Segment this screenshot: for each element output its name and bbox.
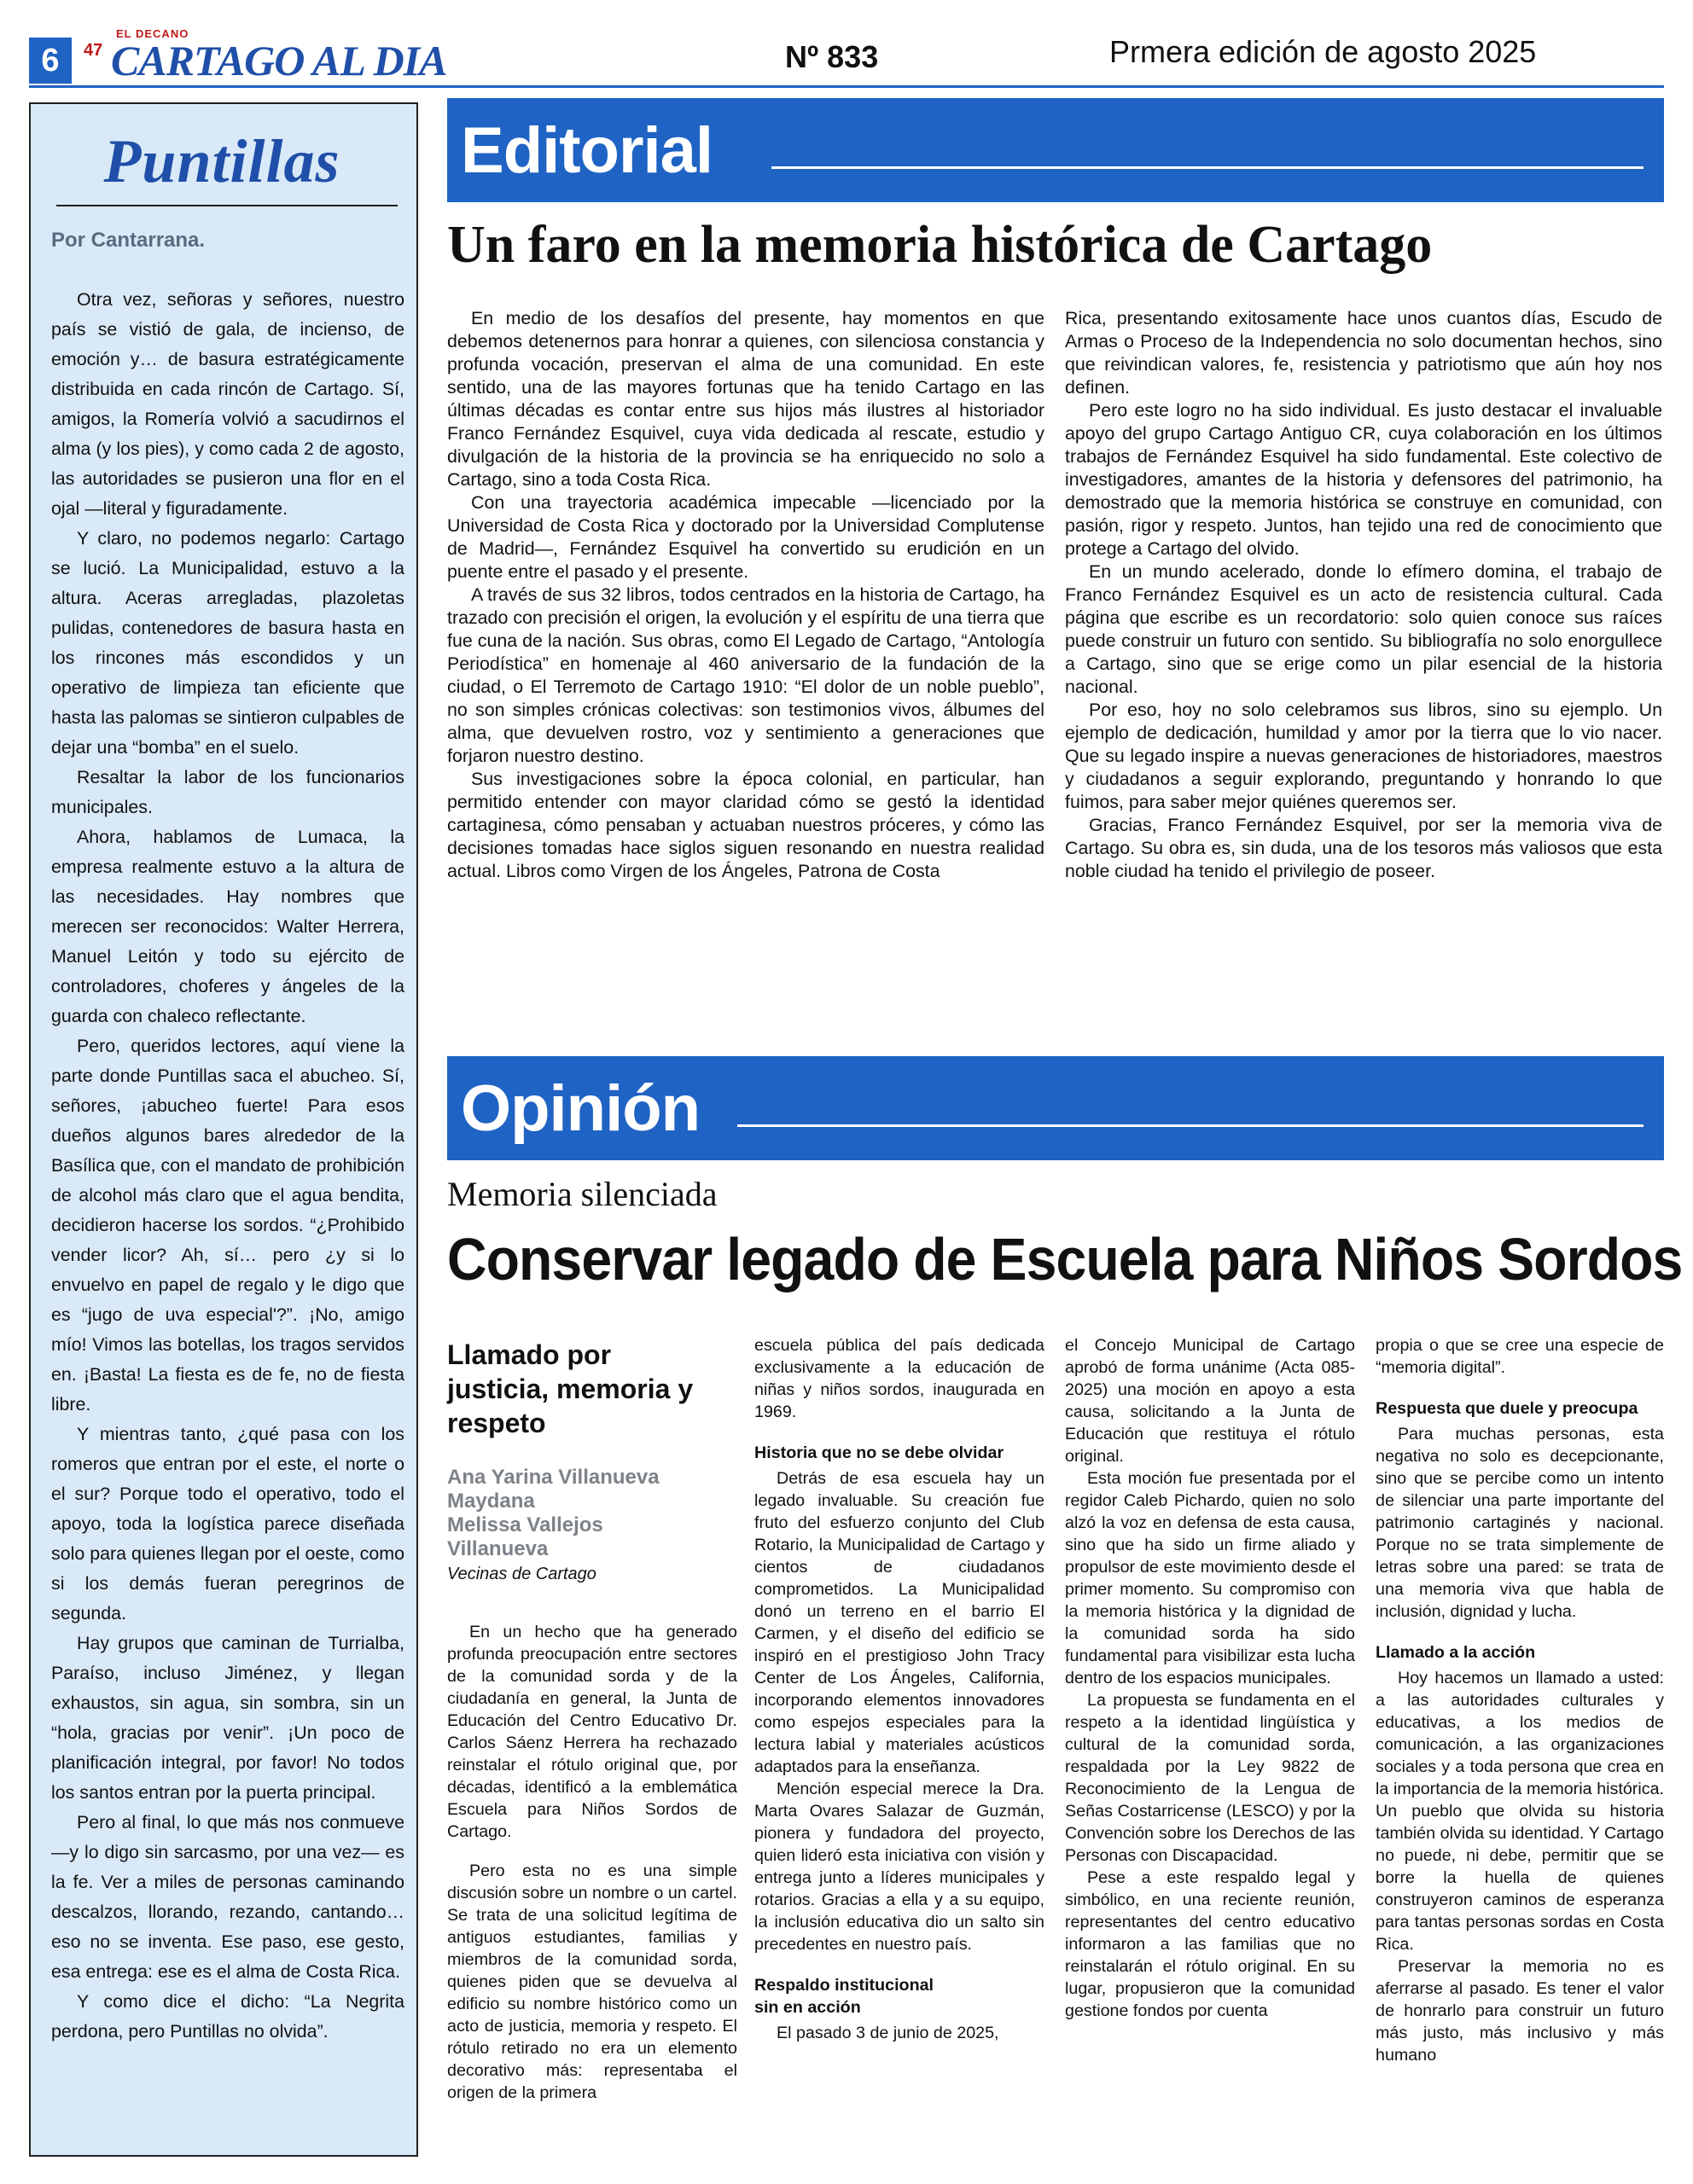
puntillas-paragraph: Otra vez, señoras y señores, nuestro país se vistió de gala, de incienso, de emoción y… de basura estratégicamente distribuida en cada rincón de Cartago. Sí, amigos, la Romería volvió a sacudirnos el alma (y los pies), y como cada 2 de agosto, las autoridades se pusieron una flor en el ojal —literal y figuradamente. bbox=[51, 289, 404, 519]
editorial-column-1 bbox=[447, 307, 1044, 1015]
editorial-headline: Un faro en la memoria histórica de Cartago bbox=[447, 216, 1433, 274]
editorial-paragraph: Rica, presentando exitosamente hace unos cuantos días, Escudo de Armas o Proceso de la Independencia no solo documentan hechos, sino que reivindican valores, fe, resistencia y patriotismo que aún hoy nos definen. bbox=[1065, 308, 1662, 398]
opinion-lead: Llamado por justicia, memoria y respeto bbox=[447, 1339, 694, 1438]
editorial-paragraph: Por eso, hoy no solo celebramos sus libros, sino su ejemplo. Un ejemplo de dedicación, humildad y amor por la tierra que lo vio nacer. Que su legado inspire a nuevas generaciones de historiadores, maestros y ciudadanos a seguir explorando, preguntando y honrando lo que fuimos, para saber mejor quiénes queremos ser. bbox=[1065, 700, 1662, 812]
opinion-paragraph: escuela pública del país dedicada exclusivamente a la educación de niñas y niños sordos, inaugurada en 1969. bbox=[754, 1336, 1044, 1421]
opinion-banner-label: Opinión bbox=[461, 1072, 701, 1145]
opinion-paragraph: Pese a este respaldo legal y simbólico, en una reciente reunión, representantes del centro educativo informaron a las familias que no reinstalarán el rótulo original. En su lugar, propusieron que la comunidad gestione fondos por cuenta bbox=[1065, 1868, 1355, 2020]
opinion-paragraph: propia o que se cree una especie de “memoria digital”. bbox=[1376, 1336, 1664, 1377]
puntillas-paragraph: Y como dice el dicho: “La Negrita perdona, pero Puntillas no olvida”. bbox=[51, 1991, 404, 2042]
opinion-column-2 bbox=[754, 1334, 1044, 2153]
logo-tagline: EL DECANO bbox=[116, 27, 189, 40]
opinion-column-1 bbox=[447, 1621, 737, 2150]
header-divider bbox=[29, 85, 1664, 88]
opinion-subheading: Respaldo institucional sin en acción bbox=[754, 1976, 934, 2017]
editorial-paragraph: En un mundo acelerado, donde lo efímero domina, el trabajo de Franco Fernández Esquivel es un acto de resistencia cultural. Cada página que escribe es un recordatorio: solo quien conoce sus raíces puede construir un futuro con sentido. Su bibliografía no solo enorgullece a Cartago, sino que se erige como un pilar esencial de la historia nacional. bbox=[1065, 561, 1662, 697]
puntillas-paragraph: Resaltar la labor de los funcionarios municipales. bbox=[51, 767, 404, 817]
opinion-paragraph: Esta moción fue presentada por el regidor Caleb Pichardo, quien no solo alzó la voz en defensa de esta causa, sino que ha sido un firme aliado y propulsor de este movimiento desde el primer momento. Su compromiso con la memoria histórica y la dignidad de la comunidad sorda ha sido fundamental para visibilizar esta lucha dentro de los espacios municipales. bbox=[1065, 1469, 1355, 1687]
editorial-paragraph: En medio de los desafíos del presente, hay momentos en que debemos detenernos para honrar a quienes, con silenciosa constancia y profunda vocación, preservan el alma de una comunidad. En este sentido, una de las mayores fortunas que ha tenido Cartago en las últimas décadas es contar entre sus hijos más ilustres al historiador Franco Fernández Esquivel, cuya vida dedicada al rescate, estudio y divulgación de la historia de la provincia se ha enriquecido no solo a Cartago, sino a toda Costa Rica. bbox=[447, 308, 1044, 490]
edition-date: Prmera edición de agosto 2025 bbox=[1109, 34, 1537, 69]
banner-rule bbox=[771, 166, 1644, 169]
puntillas-paragraph: Ahora, hablamos de Lumaca, la empresa realmente estuvo a la altura de las necesidades. Hay nombres que merecen ser reconocidos: Walter Herrera, Manuel Leitón y todo su ejército de controladores, choferes y ángeles de la guarda con chaleco reflectante. bbox=[51, 827, 404, 1026]
editorial-column-2 bbox=[1065, 307, 1662, 1015]
opinion-paragraph: El pasado 3 de junio de 2025, bbox=[777, 2024, 999, 2042]
author-role: Vecinas de Cartago bbox=[447, 1565, 596, 1583]
opinion-subheading: Respuesta que duele y preocupa bbox=[1376, 1399, 1638, 1418]
author-name: Ana Yarina Villanueva Maydana bbox=[447, 1466, 660, 1513]
puntillas-paragraph: Hay grupos que caminan de Turrialba, Paraíso, incluso Jiménez, y llegan exhaustos, sin agua, sin sombra, sin un “hola, gracias por venir”. ¡Un poco de planificación integral, por favor! No todos los santos entran por la puerta principal. bbox=[51, 1633, 404, 1803]
editorial-paragraph: Gracias, Franco Fernández Esquivel, por ser la memoria viva de Cartago. Su obra es, sin duda, una de los tesoros más valiosos que esta noble ciudad ha tenido el privilegio de poseer. bbox=[1065, 815, 1662, 881]
opinion-authors bbox=[447, 1466, 703, 1561]
puntillas-title-rule bbox=[56, 205, 398, 206]
opinion-column-3 bbox=[1065, 1334, 1355, 2153]
issue-number: Nº 833 bbox=[785, 39, 879, 74]
puntillas-paragraph: Y claro, no podemos negarlo: Cartago se lució. La Municipalidad, estuvo a la altura. Aceras arregladas, plazoletas pulidas, contenedores de basura hasta en los rincones más escondidos y un operativo de limpieza tan eficiente que hasta las palomas se sintieron culpables de dejar una “bomba” en el suelo. bbox=[51, 528, 404, 758]
editorial-paragraph: Sus investigaciones sobre la época colonial, en particular, han permitido entender con mayor claridad cómo se gestó la identidad cartaginesa, cómo pensaban y actuaban nuestros próceres, y cómo las decisiones tomadas hace siglos siguen resonando en nuestra realidad actual. Libros como Virgen de los Ángeles, Patrona de Costa bbox=[447, 769, 1044, 881]
editorial-paragraph: A través de sus 32 libros, todos centrados en la historia de Cartago, ha trazado con precisión el origen, la evolución y el espíritu de una tierra que fue cuna de la nación. Sus obras, como El Legado de Cartago, “Antología Periodística” en homenaje al 460 aniversario de la fundación de la ciudad, o El Terremoto de Cartago 1910: “El dolor de un noble pueblo”, no son simples crónicas colectivas: son testimonios vivos, álbumes del alma, que devuelven rostro, voz y sentimiento a generaciones que forjaron nuestro destino. bbox=[447, 584, 1044, 766]
page-number: 6 bbox=[29, 38, 72, 84]
opinion-headline: Conservar legado de Escuela para Niños Sordos bbox=[447, 1226, 1683, 1292]
opinion-banner bbox=[447, 1056, 1664, 1160]
opinion-kicker: Memoria silenciada bbox=[447, 1175, 718, 1213]
opinion-paragraph: La propuesta se fundamenta en el respeto a la identidad lingüística y cultural de la comunidad sorda, respaldada por la Ley 9822 de Reconocimiento de la Lengua de Señas Costarricense (LESCO) y por la Convención sobre los Derechos de las Personas con Discapacidad. bbox=[1065, 1691, 1355, 1865]
logo-mark: 47 bbox=[84, 41, 103, 60]
author-name: Melissa Vallejos Villanueva bbox=[447, 1513, 603, 1560]
opinion-paragraph: Preservar la memoria no es aferrarse al pasado. Es tener el valor de honrarlo para construir un futuro más justo, más inclusivo y más humano bbox=[1376, 1957, 1664, 2065]
puntillas-title: Puntillas bbox=[103, 127, 340, 195]
newspaper-logo bbox=[79, 27, 447, 84]
opinion-subheading: Llamado a la acción bbox=[1376, 1643, 1536, 1662]
opinion-paragraph: En un hecho que ha generado profunda preocupación entre sectores de la comunidad sorda y de la ciudadanía en general, la Junta de Educación del Centro Educativo Dr. Carlos Sáenz Herrera ha rechazado reinstalar el rótulo original que, por décadas, identificó a la emblemática Escuela para Niños Sordos de Cartago. bbox=[447, 1623, 737, 1841]
editorial-banner bbox=[447, 98, 1664, 202]
opinion-paragraph: Para muchas personas, esta negativa no solo es decepcionante, sino que se percibe como un intento de silenciar una parte importante del patrimonio cartaginés y nacional. Porque no se trata simplemente de letras sobre una pared: se trata de una memoria viva que habla de inclusión, dignidad y lucha. bbox=[1376, 1425, 1664, 1621]
editorial-paragraph: Con una trayectoria académica impecable —licenciado por la Universidad de Costa Rica y doctorado por la Universidad Complutense de Madrid—, Fernández Esquivel ha convertido su erudición en un puente entre el pasado y el presente. bbox=[447, 492, 1044, 582]
opinion-paragraph: Detrás de esa escuela hay un legado invaluable. Su creación fue fruto del esfuerzo conjunto del Club Rotario, la Municipalidad de Cartago y cientos de ciudadanos comprometidos. La Municipalidad donó un terreno en el barrio El Carmen, y el diseño del edificio se inspiró en el prestigioso John Tracy Center de Los Ángeles, California, incorporando elementos innovadores como espejos especiales para la lectura labial y materiales acústicos adaptados para la enseñanza. bbox=[754, 1469, 1044, 1776]
puntillas-body bbox=[51, 285, 404, 2145]
puntillas-paragraph: Y mientras tanto, ¿qué pasa con los romeros que entran por el este, el norte o el sur? Porque todo el operativo, todo el apoyo, toda la logística parece diseñada solo para quienes llegan por el oeste, como si los demás fueran peregrinos de segunda. bbox=[51, 1424, 404, 1623]
editorial-banner-label: Editorial bbox=[461, 114, 713, 187]
opinion-column-4 bbox=[1376, 1334, 1664, 2153]
logo-name: CARTAGO AL DIA bbox=[111, 37, 447, 84]
editorial-paragraph: Pero este logro no ha sido individual. Es justo destacar el invaluable apoyo del grupo Cartago Antiguo CR, cuya colaboración en los últimos trabajos de Fernández Esquivel ha sido fundamental. Este colectivo de investigadores, amantes de la historia y defensores del patrimonio, ha demostrado que la memoria histórica se construye en comunidad, con pasión, rigor y respeto. Juntos, han tejido una red de conocimiento que protege a Cartago del olvido. bbox=[1065, 400, 1662, 559]
opinion-subheading: Historia que no se debe olvidar bbox=[754, 1443, 1004, 1462]
opinion-paragraph: el Concejo Municipal de Cartago aprobó de forma unánime (Acta 085-2025) una moción en apoyo a esta causa, solicitando a la Junta de Educación que restituya el rótulo original. bbox=[1065, 1336, 1355, 1466]
opinion-paragraph: Mención especial merece la Dra. Marta Ovares Salazar de Guzmán, pionera y fundadora del proyecto, quien lideró esta iniciativa con visión y entrega junto a líderes municipales y rotarios. Gracias a ella y a su equipo, la inclusión educativa dio un salto sin precedentes en nuestro país. bbox=[754, 1780, 1044, 1954]
puntillas-paragraph: Pero, queridos lectores, aquí viene la parte donde Puntillas saca el abucheo. Sí, señores, ¡abucheo fuerte! Para esos dueños algunos bares alrededor de la Basílica que, con el mandato de prohibición de alcohol más claro que el agua bendita, decidieron hacerse los sordos. “¿Prohibido vender licor? Ah, sí… pero ¿y si lo envuelvo en papel de regalo y le digo que es “jugo de uva especial'?”. ¡No, amigo mío! Vimos las botellas, los tragos servidos en. ¡Basta! La fiesta es de fe, no de fiesta libre. bbox=[51, 1036, 404, 1414]
puntillas-paragraph: Pero al final, lo que más nos conmueve —y lo digo sin sarcasmo, por una vez— es la fe. Ver a miles de personas caminando descalzos, llorando, rezando, cantando… eso no se inventa. Ese paso, ese gesto, esa entrega: ese es el alma de Costa Rica. bbox=[51, 1812, 404, 1982]
banner-rule bbox=[737, 1124, 1644, 1127]
opinion-paragraph: Hoy hacemos un llamado a usted: a las autoridades culturales y educativas, a los medios de comunicación, a las organizaciones sociales y a toda persona que crea en la importancia de la memoria histórica. Un pueblo que olvida su historia también olvida su identidad. Y Cartago no puede, ni debe, permitir que se borre la huella de quienes construyeron caminos de esperanza para tantas personas sordas en Costa Rica. bbox=[1376, 1669, 1664, 1954]
opinion-paragraph: Pero esta no es una simple discusión sobre un nombre o un cartel. Se trata de una solicitud legítima de antiguos estudiantes, familias y miembros de la comunidad sorda, quienes piden que se devuelva al edificio su nombre histórico como un acto de justicia, memoria y respeto. El rótulo retirado no era un elemento decorativo más: representaba el origen de la primera bbox=[447, 1862, 737, 2102]
puntillas-author: Por Cantarrana. bbox=[51, 229, 206, 252]
